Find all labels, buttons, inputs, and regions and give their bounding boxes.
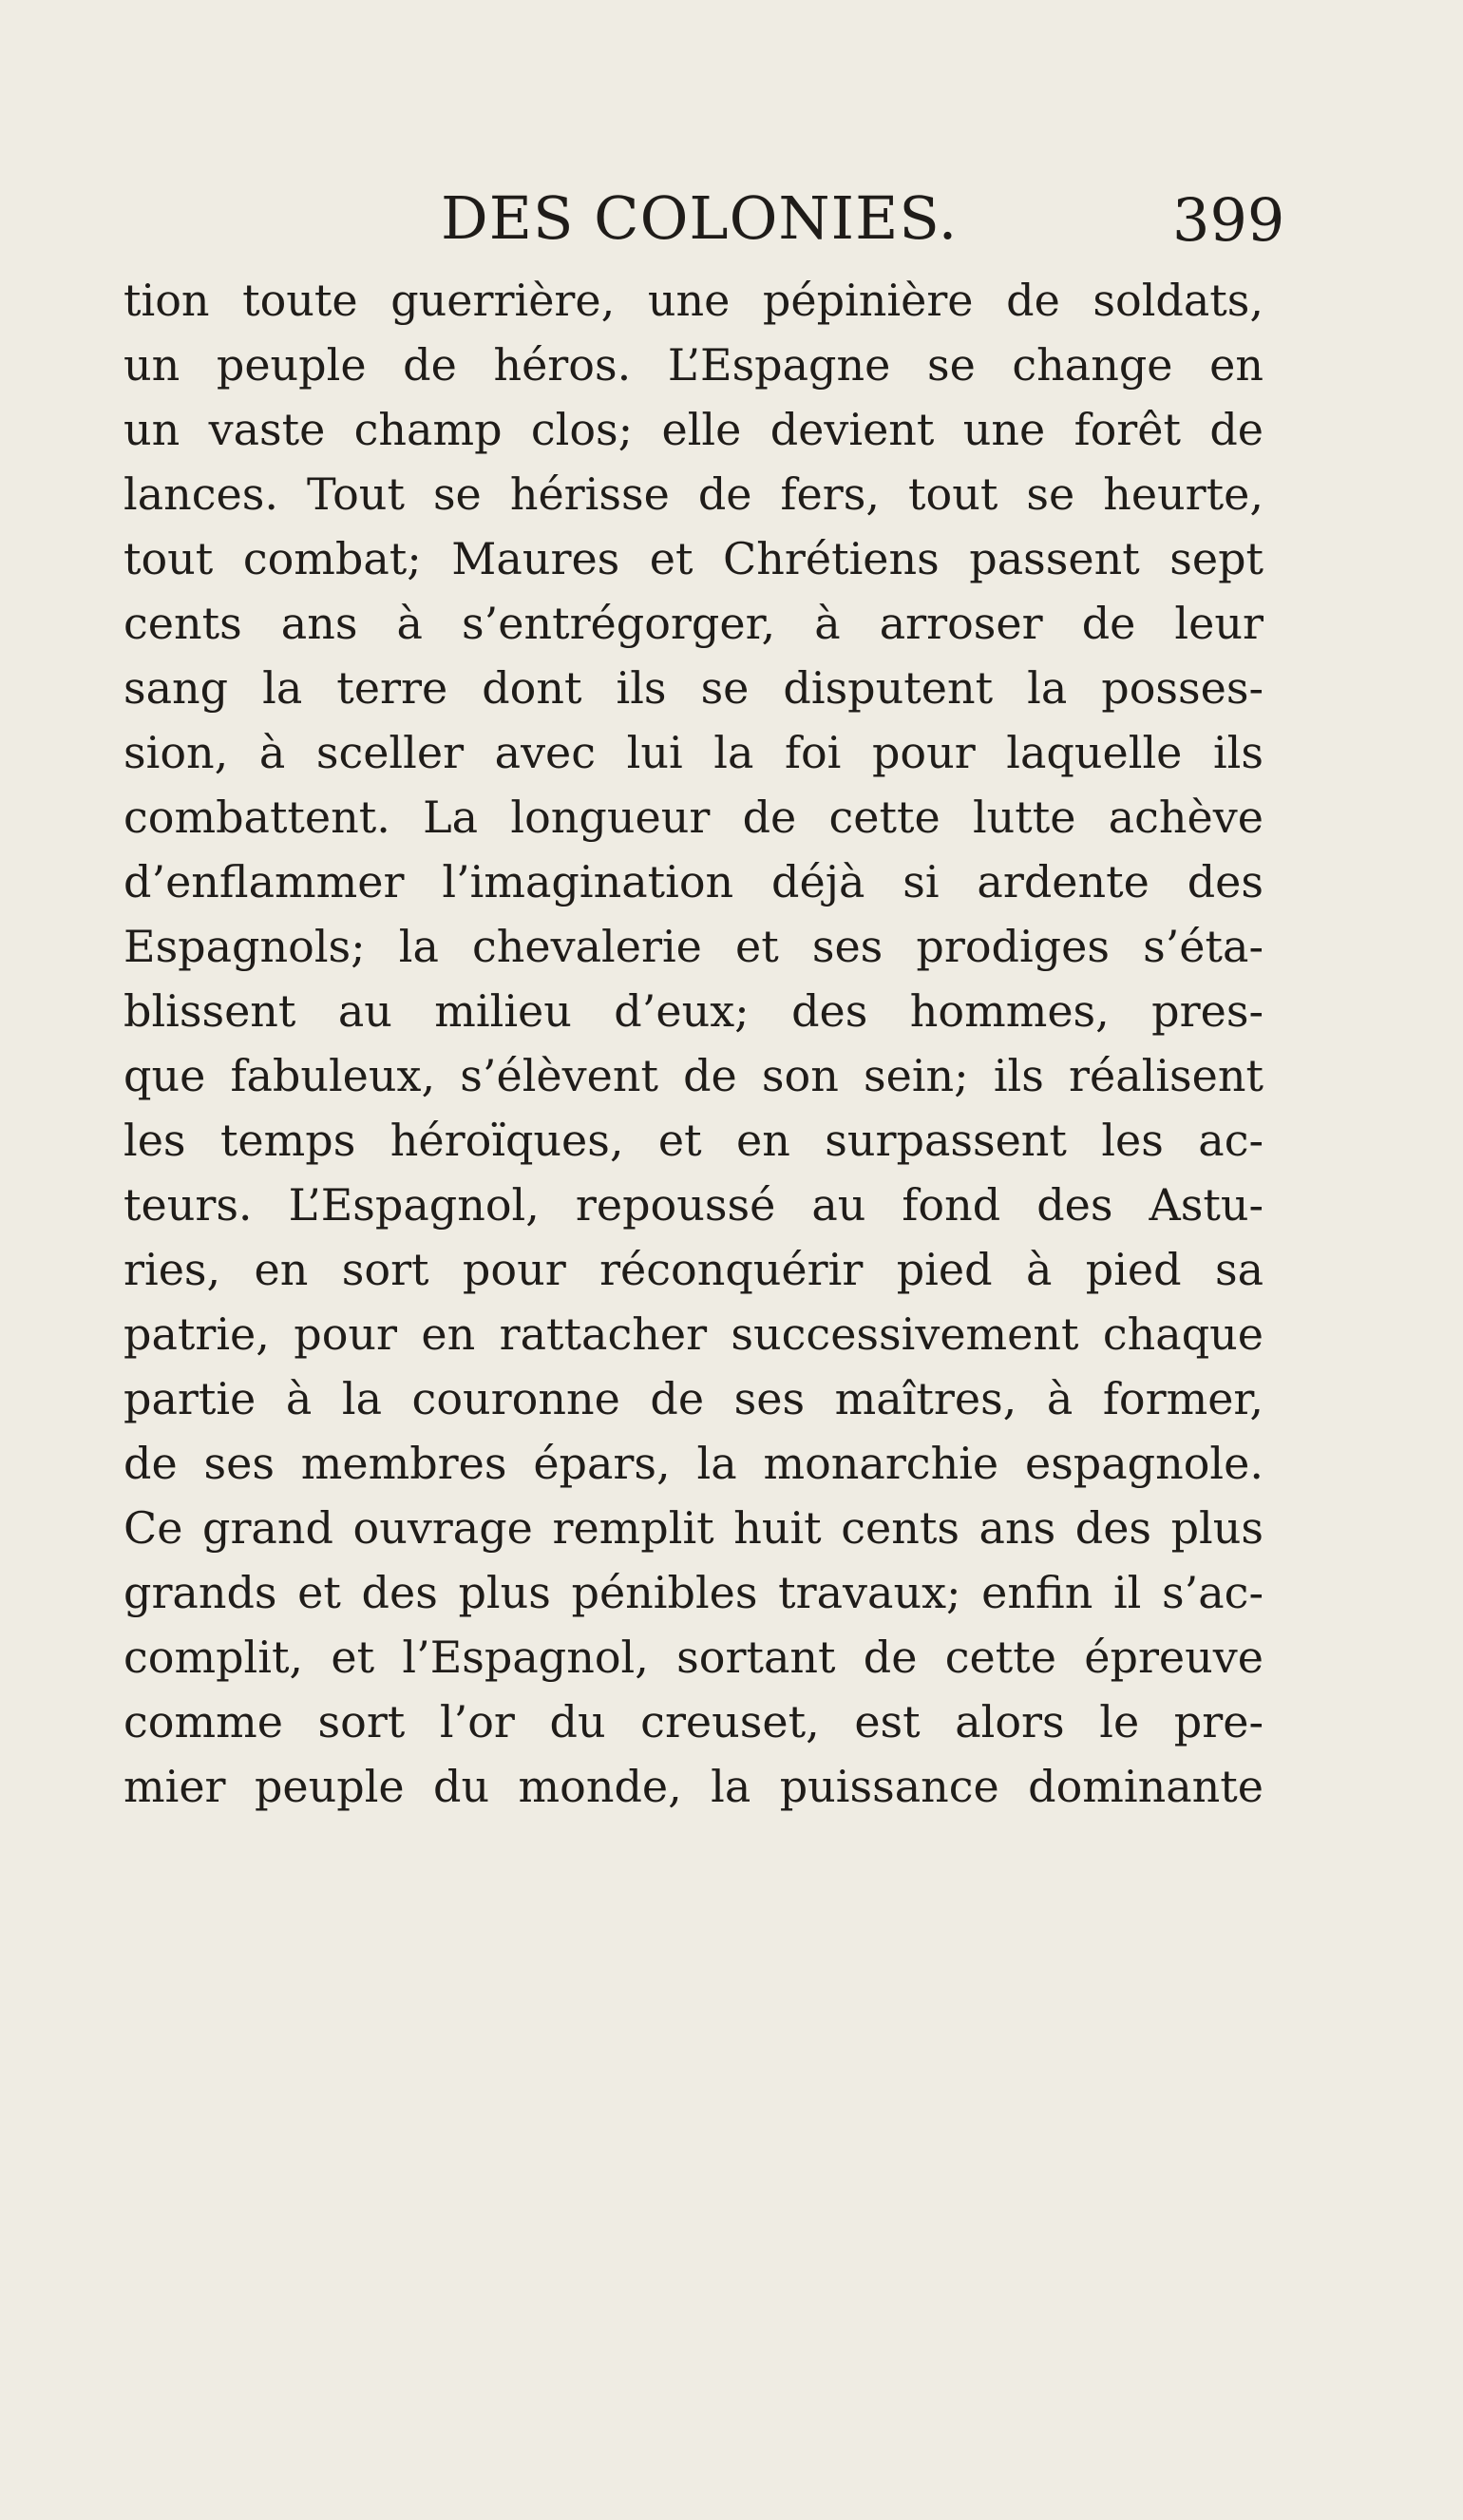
text-line: d’enflammer l’imagination déjà si ardente des [124, 856, 1264, 907]
text-line: tout combat; Maures et Chrétiens passent sept [124, 533, 1264, 584]
text-line: sion, à sceller avec lui la foi pour laquelle ils [124, 727, 1264, 778]
page-number: 399 [1172, 185, 1285, 255]
text-line: teurs. L’Espagnol, repoussé au fond des Astu- [124, 1179, 1264, 1231]
text-line: comme sort l’or du creuset, est alors le pre- [124, 1696, 1264, 1747]
text-line: tion toute guerrière, une pépinière de soldats, [124, 275, 1264, 326]
text-line: un peuple de héros. L’Espagne se change en [124, 339, 1264, 391]
text-line: ries, en sort pour réconquérir pied à pied sa [124, 1244, 1264, 1295]
text-line: complit, et l’Espagnol, sortant de cette épreuve [124, 1632, 1264, 1683]
text-line: grands et des plus pénibles travaux; enfin il s’ac- [124, 1567, 1264, 1618]
text-line: Ce grand ouvrage remplit huit cents ans des plus [124, 1502, 1264, 1554]
text-line: les temps héroïques, et en surpassent les ac- [124, 1115, 1264, 1166]
text-line: lances. Tout se hérisse de fers, tout se heurte, [124, 468, 1264, 520]
text-line: Espagnols; la chevalerie et ses prodiges s’éta- [124, 921, 1264, 972]
text-line: mier peuple du monde, la puissance dominante [124, 1761, 1264, 1812]
text-line: que fabuleux, s’élèvent de son sein; ils réalisent [124, 1050, 1264, 1101]
text-line: cents ans à s’entrégorger, à arroser de leur [124, 598, 1264, 649]
text-line: de ses membres épars, la monarchie espagnole. [124, 1438, 1264, 1489]
running-head-title: DES COLONIES. [441, 183, 959, 253]
text-line: un vaste champ clos; elle devient une forêt de [124, 404, 1264, 455]
running-head [0, 181, 1463, 266]
text-line: blissent au milieu d’eux; des hommes, pres- [124, 985, 1264, 1037]
text-line: combattent. La longueur de cette lutte achève [124, 792, 1264, 843]
body-text [124, 268, 1264, 1819]
text-line: partie à la couronne de ses maîtres, à former, [124, 1373, 1264, 1424]
text-line: sang la terre dont ils se disputent la posses- [124, 662, 1264, 714]
text-line: patrie, pour en rattacher successivement chaque [124, 1308, 1264, 1360]
